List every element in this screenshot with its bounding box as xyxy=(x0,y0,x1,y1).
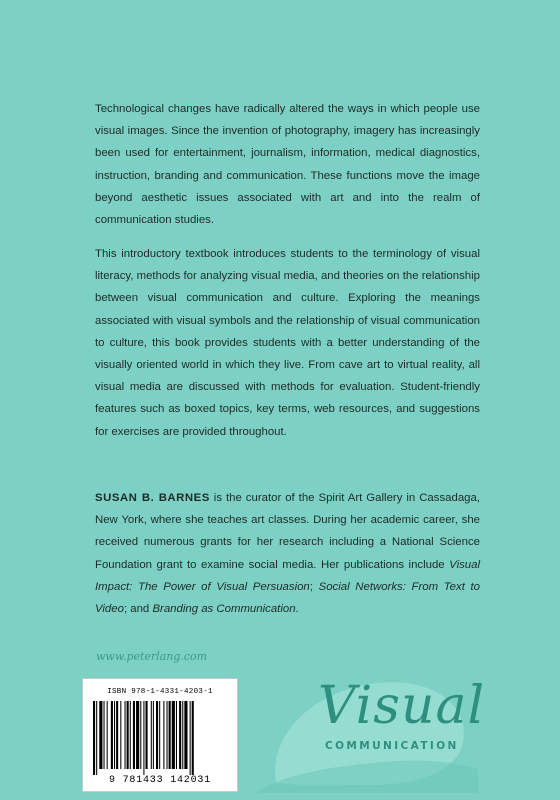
barcode-bar xyxy=(111,701,113,769)
barcode-bar xyxy=(151,701,152,769)
barcode-bar xyxy=(127,701,129,769)
barcode-bar xyxy=(99,701,102,769)
barcode-bar xyxy=(159,701,160,769)
barcode-bar xyxy=(120,701,121,769)
publication-title-2: Social Networks: From Text to Video xyxy=(95,580,480,616)
description-paragraph-1: Technological changes have radically altered the ways in which people use visual images. Since the invention of photography, imagery has increasingly been used for entertainment, journalism, information, medical diagnostics, instruction, branding and communication. These functions move the image beyond aesthetic issues associated with art and into the realm of communication studies. xyxy=(95,103,480,227)
barcode-bar xyxy=(140,701,141,769)
barcode-bar xyxy=(192,701,194,775)
barcode-bar xyxy=(125,701,126,769)
logo-subtitle: COMMUNICATION xyxy=(325,740,459,752)
barcode-bar xyxy=(136,701,139,769)
barcode-bar xyxy=(146,701,148,769)
barcode-bar xyxy=(176,701,177,769)
barcode-bar xyxy=(184,701,187,769)
barcode-bar xyxy=(133,701,135,769)
publisher-url[interactable]: www.peterlang.com xyxy=(96,650,208,663)
barcode xyxy=(82,678,238,792)
bio-separator-1: ; xyxy=(309,580,319,593)
barcode-bar xyxy=(190,701,191,775)
bio-end: . xyxy=(295,603,299,616)
barcode-bar xyxy=(182,701,183,769)
barcode-bar xyxy=(93,701,95,775)
barcode-number: 9 781433 142031 xyxy=(108,775,211,786)
barcode-bar xyxy=(96,701,97,775)
barcode-bar xyxy=(114,701,115,769)
barcode-bars xyxy=(93,701,229,775)
barcode-bar xyxy=(153,701,154,769)
barcode-bar xyxy=(172,701,175,769)
barcode-bar xyxy=(104,701,105,769)
barcode-bar xyxy=(169,701,171,769)
barcode-bar xyxy=(130,701,131,769)
author-bio xyxy=(95,487,480,620)
publication-title-3: Branding as Communication xyxy=(152,603,296,616)
barcode-bar xyxy=(107,701,108,769)
publication-title-1: Visual Impact: The Power of Visual Persuasion xyxy=(95,558,480,593)
barcode-bar xyxy=(143,701,144,775)
author-name: SUSAN B. BARNES xyxy=(95,492,210,504)
barcode-bar xyxy=(163,701,164,769)
bio-separator-2: ; and xyxy=(123,603,153,616)
logo-wordmark: Visual xyxy=(318,676,486,736)
bio-text: is the curator of the Spirit Art Gallery in Cassadaga, New York, where she teaches art classes. During her academic career, she received numerous grants for her research including a National Science Foundation grant to examine social media. Her publications include xyxy=(95,492,480,571)
barcode-bar xyxy=(116,701,118,769)
isbn-label: ISBN 978-1-4331-4203-1 xyxy=(107,688,213,696)
barcode-bar xyxy=(167,701,168,769)
barcode-bar xyxy=(179,701,181,769)
description-paragraph-2: This introductory textbook introduces students to the terminology of visual literacy, methods for analyzing visual media, and theories on the relationship between visual communication and culture. Exploring the meanings associated with visual symbols and the relationship of visual communication to culture, this book provides students with a better understanding of the visually oriented world in which they live. From cave art to virtual reality, all visual media are discussed with methods for evaluation. Student-friendly features such as boxed topics, key terms, web resources, and suggestions for exercises are provided throughout. xyxy=(95,248,480,438)
barcode-bar xyxy=(156,701,158,769)
